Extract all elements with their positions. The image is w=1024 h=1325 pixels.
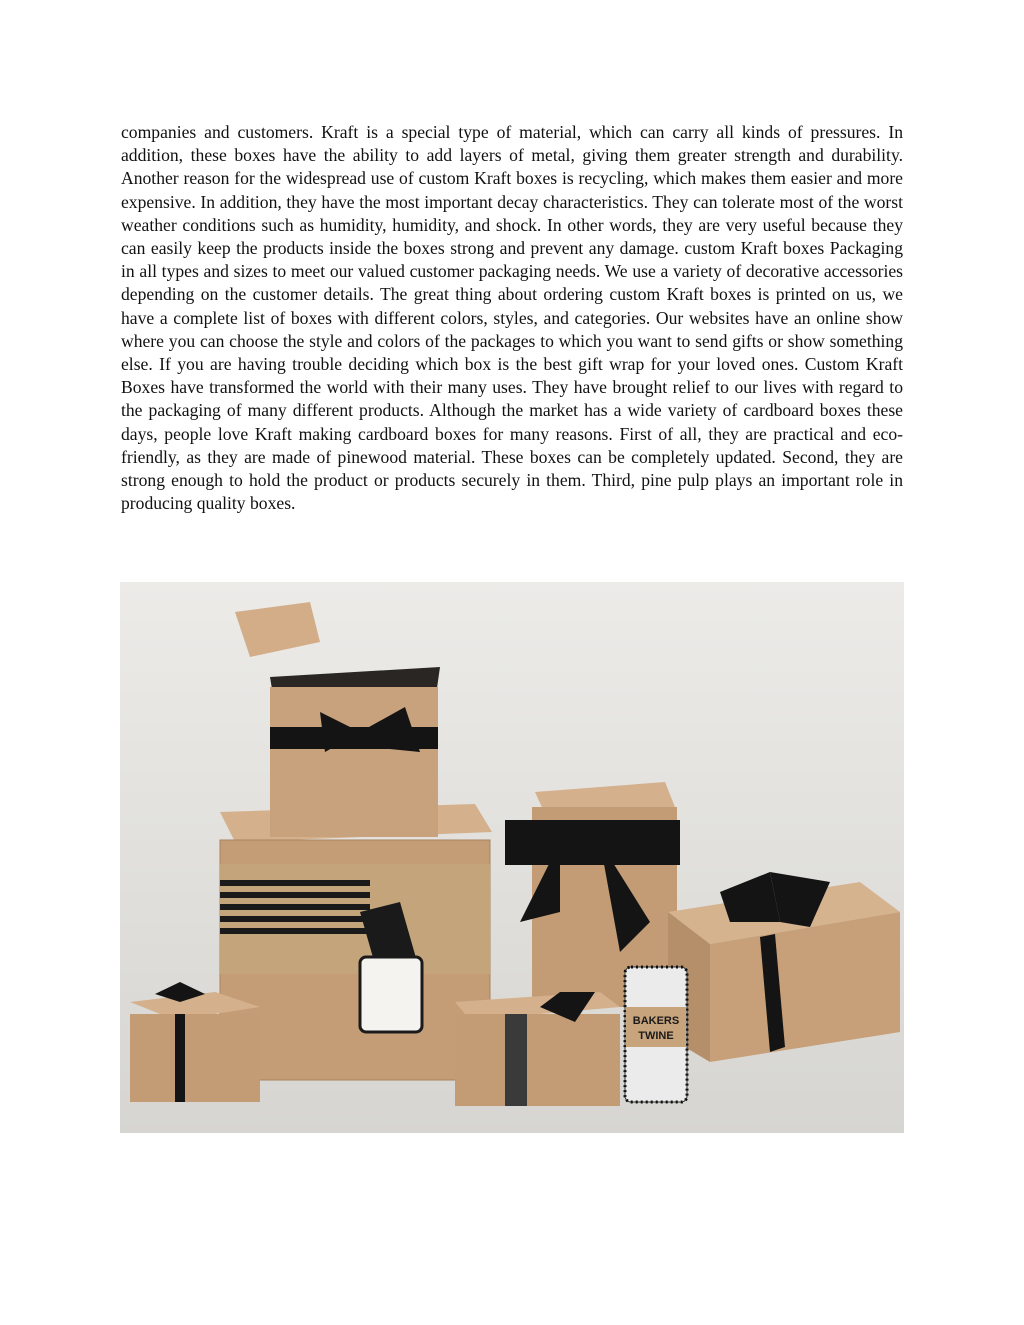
gift-tag — [360, 957, 422, 1032]
twine-label-line2: TWINE — [638, 1030, 674, 1042]
body-paragraph: companies and customers. Kraft is a special type of material, which can carry all kinds of pressures. In addition, these boxes have the ability to add layers of metal, giving them greater strength and durability. Another reason for the widespread use of custom Kraft boxes is recycling, which makes them easier and more expensive. In addition, they have the most important decay characteristics. They can tolerate most of the worst weather conditions such as humidity, humidity, and shock. In other words, they are very useful because they can easily keep the products inside the boxes strong and prevent any damage. custom Kraft boxes Packaging in all types and sizes to meet our valued customer packaging needs. We use a variety of decorative accessories depending on the customer details. The great thing about ordering custom Kraft boxes is printed on us, we have a complete list of boxes with different colors, styles, and categories. Our websites have an online show where you can choose the style and colors of the packages to which you want to send gifts or show something else. If you are having trouble deciding which box is the best gift wrap for your loved ones. Custom Kraft Boxes have transformed the world with their many uses. They have brought relief to our lives with regard to the packaging of many different products. Although the market has a wide variety of cardboard boxes these days, people love Kraft making cardboard boxes for many reasons. First of all, they are practical and eco-friendly, as they are made of pinewood material. These boxes can be completely updated. Second, they are strong enough to hold the product or products securely in them. Third, pine pulp plays an important role in producing quality boxes. — [121, 122, 903, 514]
large-kraft-box — [220, 804, 492, 1080]
kraft-gift-boxes-photo — [120, 582, 904, 1133]
front-center-kraft-box — [455, 992, 620, 1106]
twine-wrap — [505, 1014, 527, 1106]
halloween-ribbon — [505, 820, 680, 865]
twine-label-line1: BAKERS — [632, 1015, 680, 1027]
bakers-twine-spool — [625, 967, 687, 1102]
